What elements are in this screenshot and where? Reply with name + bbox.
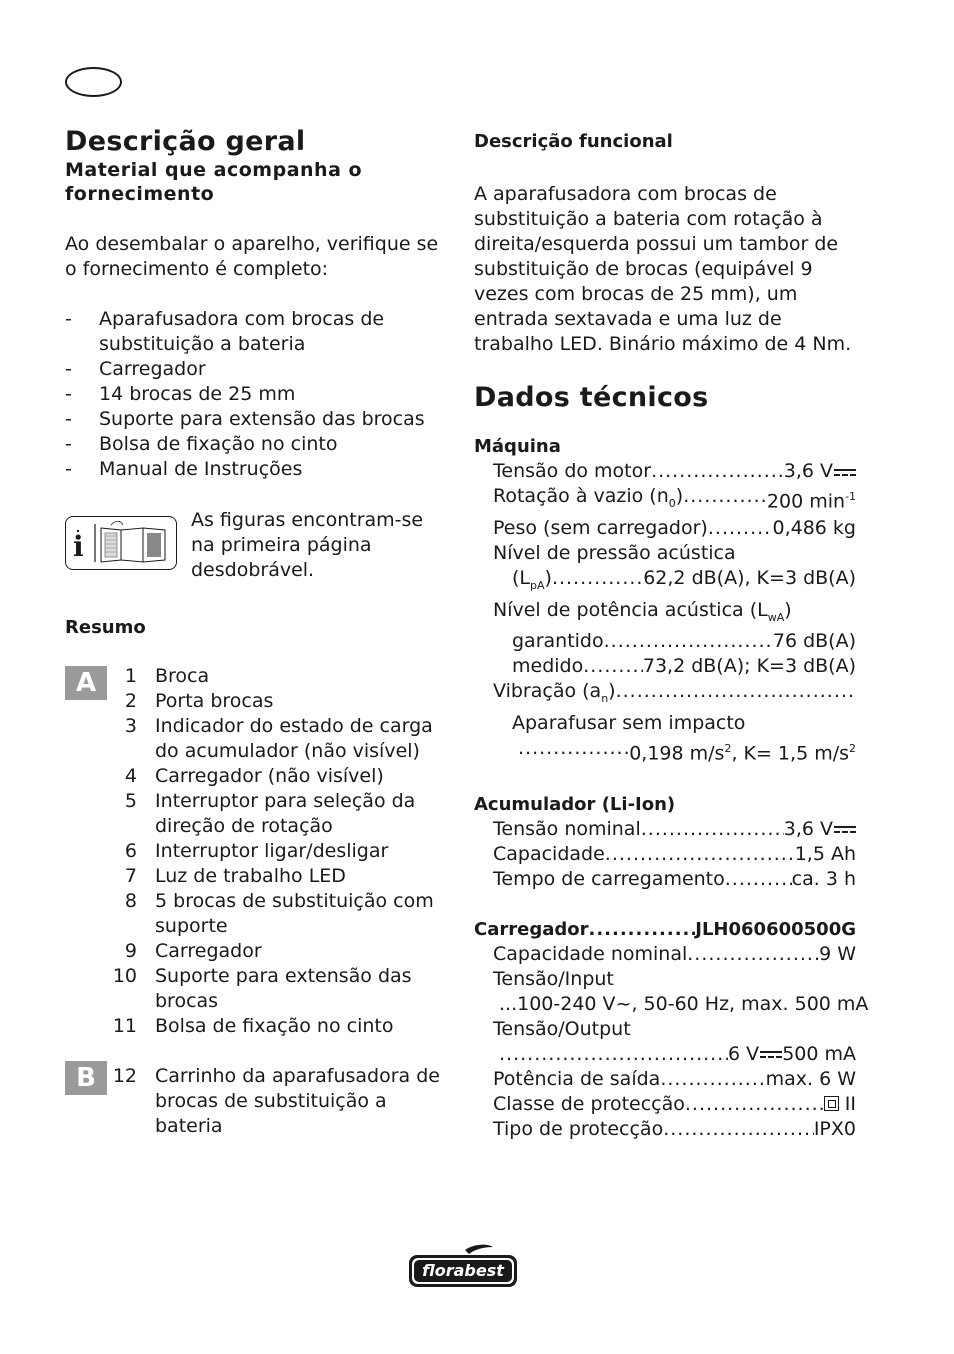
machine-specs <box>474 434 856 767</box>
list-item: - Suporte para extensão das brocas <box>65 408 425 430</box>
protection-class-icon <box>824 1096 839 1111</box>
spec-row: Aparafusar sem impacto <box>512 712 746 735</box>
spec-row: Rotação à vazio $(n_0)$ ..... 200 $\min^{-1}$ <box>474 484 856 516</box>
spec-row: $(L_{pA})$ ..... 62,2 dB(A), K=3 dB(A) <box>474 566 856 598</box>
spec-row: Capacidade ..... 1,5 Ah <box>474 842 856 867</box>
figure-badge-a: A <box>65 666 107 700</box>
spec-row: Tensão/Input <box>493 967 614 990</box>
supply-subtitle: Material que acompanha o fornecimento <box>65 159 363 205</box>
list-item: - Carregador <box>65 358 206 380</box>
summary-list-a <box>83 664 450 1039</box>
list-item: - 14 brocas de 25 mm <box>65 383 296 405</box>
functional-text: A aparafusadora com brocas de substituição a bateria com rotação à direita/esquerda possui um tambor de substituição de brocas (equipável 9 vezes com brocas de 25 mm), um entrada sextavada e uma luz de trabalho LED. Binário máximo de 4 Nm. <box>474 183 852 355</box>
list-item: 1 Broca <box>124 665 210 687</box>
language-marker <box>65 67 122 97</box>
spec-row: Nível de potência acústica $(L_{wA})$ <box>493 598 792 624</box>
battery-title: Acumulador (Li-Ion) <box>474 793 676 815</box>
list-item: 9 Carregador <box>124 940 262 962</box>
section-title: Descrição geral <box>65 126 306 157</box>
svg-text:i: i <box>72 529 84 563</box>
summary-group-b <box>65 1064 450 1139</box>
supply-list <box>65 307 450 482</box>
summary-title: Resumo <box>65 617 146 638</box>
list-item: 5 Interruptor para seleção da direção de rotação <box>124 790 416 837</box>
list-item: 12 Carrinho da aparafusadora de brocas de substituição a bateria <box>112 1065 440 1137</box>
list-item: 11 Bolsa de fixação no cinto <box>112 1015 394 1037</box>
spec-row: Tensão/Output <box>493 1017 631 1040</box>
list-item: 7 Luz de trabalho LED <box>124 865 346 887</box>
summary-group-a <box>65 664 450 1039</box>
spec-row: Tipo de protecção ..... IPX0 <box>474 1117 856 1142</box>
spec-row: Capacidade nominal ..... 9 W <box>474 942 856 967</box>
spec-row: Tempo de carregamento ..... ca. 3 h <box>474 867 856 892</box>
list-item: 2 Porta brocas <box>124 690 274 712</box>
list-item: 10 Suporte para extensão das brocas <box>112 965 412 1012</box>
charger-title: Carregador ..... JLH060600500G <box>474 917 856 942</box>
spec-row: Tensão nominal ..... 3,6 V <box>474 817 856 842</box>
figure-note-text: As figuras encontram-se na primeira página desdobrável. <box>191 509 424 581</box>
figure-badge-b: B <box>65 1061 107 1095</box>
figure-note <box>65 508 450 583</box>
spec-row: Nível de pressão acústica <box>493 541 736 564</box>
info-icon <box>65 516 177 570</box>
list-item: 6 Interruptor ligar/desligar <box>124 840 389 862</box>
summary-list-b <box>83 1064 450 1139</box>
supply-intro: Ao desembalar o aparelho, verifique se o fornecimento é completo: <box>65 233 439 280</box>
spec-row: ..... 6 V 500 mA <box>474 1042 856 1067</box>
brand-logo <box>407 1244 519 1288</box>
functional-title: Descrição funcional <box>474 131 673 152</box>
spec-row: Vibração $(a_n)$ ..... <box>474 679 856 711</box>
list-item: 4 Carregador (não visível) <box>124 765 384 787</box>
list-item: 3 Indicador do estado de carga do acumulador (não visível) <box>124 715 433 762</box>
right-column <box>474 130 869 1142</box>
technical-title: Dados técnicos <box>474 382 709 413</box>
list-item: - Manual de Instruções <box>65 458 303 480</box>
spec-row: Classe de protecção ..... II <box>474 1092 856 1117</box>
machine-title: Máquina <box>474 436 561 457</box>
charger-specs <box>474 917 869 1142</box>
spec-row: garantido ..... 76 dB(A) <box>474 629 856 654</box>
spec-row: Potência de saída ..... max. 6 W <box>474 1067 856 1092</box>
brand-logo-text: florabest <box>422 1261 504 1280</box>
dc-symbol-icon <box>760 1049 782 1059</box>
spec-row: Tensão do motor ..... 3,6 V <box>474 459 856 484</box>
list-item: 8 5 brocas de substituição com suporte <box>124 890 434 937</box>
battery-specs <box>474 792 856 892</box>
left-column <box>65 126 450 1139</box>
spec-row: medido ..... 73,2 dB(A); K=3 dB(A) <box>474 654 856 679</box>
dc-symbol-icon <box>834 824 856 834</box>
spec-row: ...100-240 V~, 50-60 Hz, max. 500 mA <box>499 992 869 1015</box>
spec-row: Peso (sem carregador) ..... 0,486 kg <box>474 516 856 541</box>
list-item: - Bolsa de fixação no cinto <box>65 433 338 455</box>
spec-row: ..... 0,198 $m/s^2$, K= 1,5 $m/s^2$ <box>474 736 856 766</box>
dc-symbol-icon <box>834 467 856 477</box>
list-item: - Aparafusadora com brocas de substituição a bateria <box>65 308 385 355</box>
